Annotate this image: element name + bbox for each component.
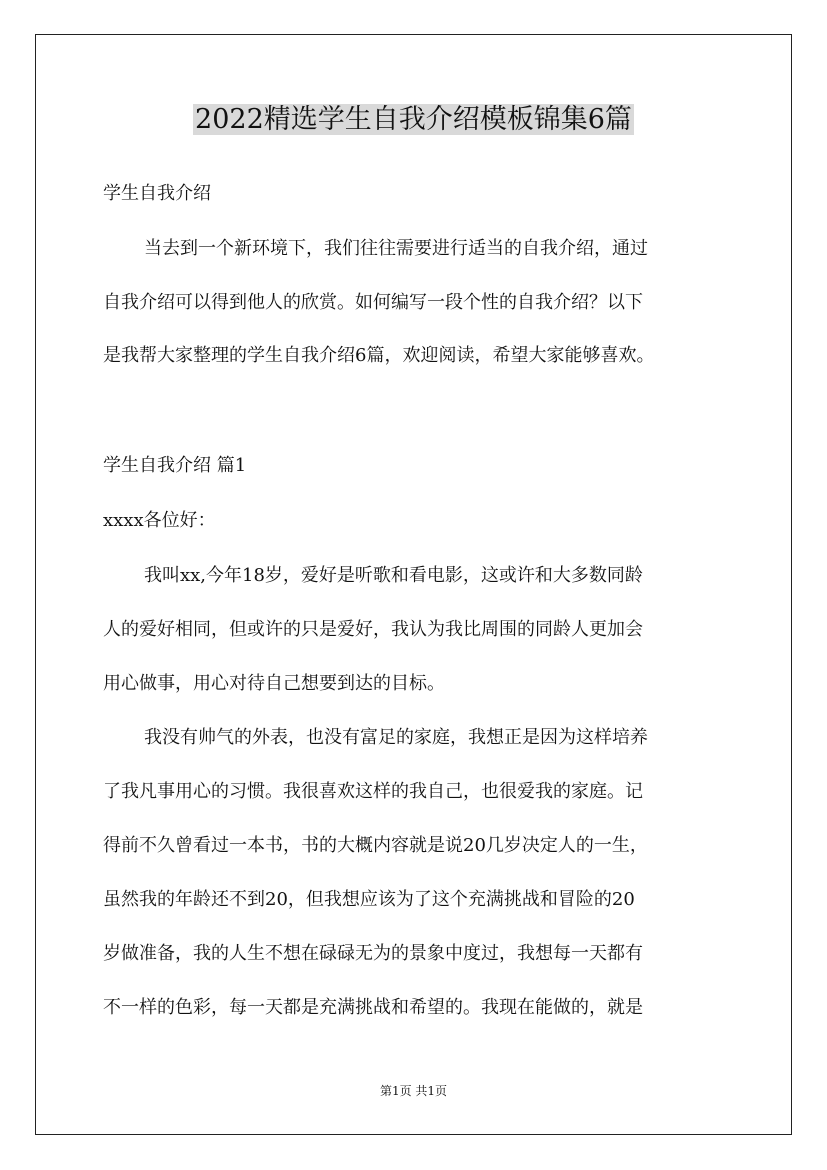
paragraph-line: 岁做准备，我的人生不想在碌碌无为的景象中度过，我想每一天都有 bbox=[103, 943, 643, 964]
paragraph-line: 人的爱好相同，但或许的只是爱好，我认为我比周围的同龄人更加会 bbox=[103, 619, 643, 640]
paragraph-line: 我没有帅气的外表，也没有富足的家庭，我想正是因为这样培养 bbox=[144, 727, 648, 748]
page-footer: 第1页 共1页 bbox=[379, 1084, 448, 1098]
paragraph-line: 当去到一个新环境下，我们往往需要进行适当的自我介绍，通过 bbox=[144, 238, 648, 259]
paragraph-line: 用心做事，用心对待自己想要到达的目标。 bbox=[103, 673, 445, 694]
paragraph-line: 不一样的色彩，每一天都是充满挑战和希望的。我现在能做的，就是 bbox=[103, 997, 643, 1018]
paragraph-line: 得前不久曾看过一本书，书的大概内容就是说20几岁决定人的一生， bbox=[103, 835, 648, 856]
paragraph-line: 是我帮大家整理的学生自我介绍6篇，欢迎阅读，希望大家能够喜欢。 bbox=[103, 345, 655, 366]
section-heading: 学生自我介绍 篇1 bbox=[103, 455, 247, 476]
document-title: 2022精选学生自我介绍模板锦集6篇 bbox=[195, 104, 632, 135]
paragraph-line: 虽然我的年龄还不到20，但我想应该为了这个充满挑战和冒险的20 bbox=[103, 889, 635, 910]
paragraph-line: 自我介绍可以得到他人的欣赏。如何编写一段个性的自我介绍？以下 bbox=[103, 292, 643, 313]
greeting-line: xxxx各位好： bbox=[103, 510, 216, 531]
section-heading: 学生自我介绍 bbox=[103, 183, 211, 204]
paragraph-line: 了我凡事用心的习惯。我很喜欢这样的我自己，也很爱我的家庭。记 bbox=[103, 781, 643, 802]
paragraph-line: 我叫xx,今年18岁，爱好是听歌和看电影，这或许和大多数同龄 bbox=[144, 565, 643, 586]
